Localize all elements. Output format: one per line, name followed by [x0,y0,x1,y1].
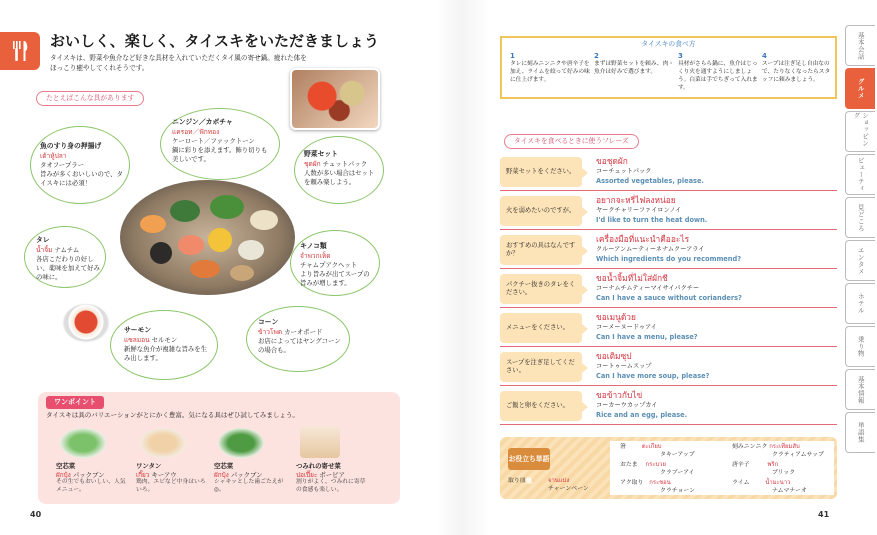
phrase-4-jp: パクチー抜きのタレをください。 [500,274,582,304]
phrase-7-en: Rice and an egg, please. [596,411,688,419]
mushroom-desc: より旨みが出てスープの旨みが増します。 [300,269,370,287]
bubble-fish-text [40,142,124,188]
phrase-5-thai: ขอเมนูด้วย [596,312,636,322]
salmon-head: サーモン [124,326,152,334]
item-4-thai: ปอเปี๊ยะ [296,470,318,479]
page-title: おいしく、楽しく、タイスキをいただきましょう [50,32,379,50]
page-number-left: 40 [30,510,42,519]
tab-basic-info[interactable]: 基本情報 [845,369,875,410]
mushroom-head: キノコ類 [300,242,327,250]
carrot-desc: 鍋に彩りを添えます。飾り切りも美しいです。 [172,145,268,163]
book-spine [435,0,490,535]
item-2-thai: เกี๊ยว [136,470,150,479]
hotpot-image [120,180,295,295]
vocab-5-thai: พริก [767,462,779,468]
phrase-row-2 [500,194,837,230]
eat-step-3-text: 具材がさらら鍋に、魚介はじっくり火を通すようにしましょう。白菜は手でちぎって入れます。 [678,61,758,91]
bubble-corn-text [258,318,346,355]
phrase-section-label: タイスキを食べるときに使うフレーズ [504,134,639,149]
item-3-thai: ผักบุ้ง [214,470,229,479]
phrase-row-6 [500,350,837,386]
eat-step-2-text: まずは野菜セットを頼み、肉・魚介は好みで選びます。 [594,61,674,76]
tab-gourmet[interactable]: グルメ [845,68,875,109]
phrase-1-kana: コーチュットパック [596,168,652,175]
phrase-7-jp: ご飯と卵をください。 [500,391,582,421]
item-1-kana: パックブン [72,470,105,479]
tab-glossary[interactable]: 単語集 [845,412,875,453]
salmon-desc: 新鮮な魚介が複雑な旨みを生み出します。 [124,344,208,362]
tab-beauty[interactable]: ビューティ [845,154,875,195]
vocab-left-kana: チャーンベーン [548,485,589,492]
tab-transport[interactable]: 乗り物 [845,326,875,367]
item-image-2 [140,428,186,458]
eat-step-1-text: タレに刻みニンニクや唐辛子を加え、ライムを絞って好みの味に仕上げます。 [510,61,590,83]
gourmet-badge [0,32,40,70]
phrase-2-kana: ヤークチャリーファイロンノイ [596,207,682,214]
tab-basic-conversation[interactable]: 基本会話 [845,25,875,66]
item-3-desc: シャキッとした歯ごたえが◎。 [214,479,284,494]
carrot-thai: แครอท／ฟักทอง [172,127,220,136]
vegset-desc: 人数が多い場合はセットを頼み楽しよう。 [304,168,375,186]
onepoint-item-4 [296,462,368,495]
vocab-cell-5 [732,462,836,477]
intro-text: タイスキは、野菜や魚介など好きな具材を入れていただくタイ風の寄せ鍋。疲れた体をほっこり癒やしてくれそうです。 [50,54,307,72]
vocab-cell-6 [732,480,836,495]
corn-thai: ข้าวโพด [258,327,283,336]
vocab-5-jp: 唐辛子 [732,462,750,468]
bubble-salmon-text [124,326,212,363]
fish-desc: 旨みが多くおいしいので、タイスキには必須！ [40,169,123,187]
item-2-kana: キーアウ [151,470,177,479]
corn-desc: お店によってはヤングコーンの場合も。 [258,336,341,354]
vocab-cell-2 [620,462,720,477]
vocab-5-kana: プリック [772,469,796,476]
mushroom-kana: チャムプアクヘット [300,260,358,269]
vocab-1-jp: 箸 [620,444,626,450]
item-image-1 [60,428,106,458]
vocab-6-jp: ライム [732,480,750,486]
vocab-1-thai: ตะเกียบ [641,444,662,450]
how-to-eat-title: タイスキの食べ方 [641,40,696,48]
vocab-3-thai: กระชอน [649,480,671,486]
phrase-2-jp: 火を弱めたいのですが。 [500,196,582,226]
phrase-row-7 [500,389,837,425]
vocab-4-kana: クラティアムサップ [772,451,824,458]
bubble-vegset-text [304,150,378,187]
vocab-3-kana: クラチョーン [660,487,696,494]
vocab-1-kana: タキーアップ [660,451,695,458]
vocab-6-thai: น้ำมะนาว [765,480,791,486]
phrase-7-thai: ขอข้าวกับไข่ [596,390,643,400]
phrase-5-jp: メニューをください。 [500,313,582,343]
carrot-head: ニンジン／カボチャ [172,118,233,126]
vocab-6-kana: ナムマナーオ [772,487,807,494]
onepoint-item-1 [56,462,128,495]
eat-step-3-num: 3 [678,52,683,60]
phrase-3-thai: เครื่องมือที่แนะนำคืออะไร [596,234,690,244]
phrase-3-jp: おすすめの具はなんですか？ [500,235,582,265]
phrase-2-en: I'd like to turn the heat down. [596,216,708,224]
eat-step-2-num: 2 [594,52,599,60]
item-1-desc: その生でもおいしい、人気メニュー。 [56,479,126,494]
page-number-right: 41 [818,510,830,519]
bubble-mushroom-text [300,242,374,288]
phrase-row-3 [500,233,837,269]
item-4-desc: 割りがよく、つみれに寄草の食感も楽しい。 [296,479,366,494]
phrase-3-kana: クルーアンムーティーネナムクーアライ [596,246,705,253]
sauce-kana: ナムチム [54,245,80,254]
phrase-4-kana: コーナムチムティーマイサイパクチー [596,285,700,292]
vocab-cell-3 [620,480,720,495]
corn-kana: カーオポード [284,327,323,336]
onepoint-item-3 [214,462,286,495]
sauce-dish-image [64,304,108,340]
fish-kana: タオフープラー [40,160,85,169]
bubble-carrot-text [172,118,272,164]
phrase-6-en: Can I have more soup, please? [596,372,710,380]
vegset-thai: ชุดผัก [304,159,321,168]
phrase-1-thai: ขอชุดผัก [596,156,628,166]
vocab-cell-4 [732,444,836,459]
fork-knife-icon [10,39,30,63]
phrase-row-5 [500,311,837,347]
fish-head: 魚のすり身の押揚げ [40,142,102,150]
vocab-3-jp: アク取り [620,480,644,486]
phrase-5-kana: コーメーヌードゥアイ [596,324,657,331]
item-4-jp: つみれの寄せ菜 [296,462,341,470]
vocab-2-kana: クラブーアイ [660,469,695,476]
tab-hotel[interactable]: ホテル [845,283,875,324]
carrot-kana: ケーロート／ファックトーン [172,136,255,145]
vocab-left [508,478,526,486]
sauce-thai: น้ำจิ้ม [36,245,53,254]
vocab-2-thai: กระบวย [645,462,666,468]
left-page [0,0,435,535]
item-1-jp: 空芯菜 [56,462,76,470]
vocab-heading: お役立ち単語集 [508,448,550,470]
phrase-2-thai: อยากจะหรี่ไฟลงหน่อย [596,195,676,205]
item-4-kana: ポーピア [319,470,345,479]
vocab-cell-1 [620,444,720,459]
item-image-3 [218,428,264,458]
phrase-1-en: Assorted vegetables, please. [596,177,704,185]
salmon-thai: แซลมอน [124,335,150,344]
item-image-4 [300,426,340,458]
eat-step-4-text: スープは注ぎ足し自由なので、たりなくなったらスタッフに頼みましょう。 [762,61,831,83]
tab-entertainment[interactable]: エンタメ [845,240,875,281]
phrase-1-jp: 野菜セットをください。 [500,157,582,187]
salmon-kana: セルモン [151,335,178,344]
sauce-head: タレ [36,236,50,244]
phrase-6-thai: ขอเติมซุป [596,351,632,361]
vocab-left-thai: จานแบ่ง [548,478,570,484]
item-3-kana: パックブン [230,470,263,479]
thaisuki-photo [290,68,380,130]
eat-step-4 [762,52,834,85]
phrase-4-thai: ขอน้ำจิ้มที่ไม่ใส่ผักชี [596,273,668,283]
vocab-left-thai-cell [548,478,589,493]
onepoint-badge: ワンポイント [46,396,104,409]
tab-sights[interactable]: 見どころ [845,197,875,238]
vegset-head: 野菜セット [304,150,338,158]
eat-step-2 [594,52,674,77]
phrase-7-kana: コーカーウカップカイ [596,402,658,409]
fish-thai: เต้าหู้ปลา [40,151,67,160]
onepoint-item-2 [136,462,208,495]
mushroom-thai: จำพวกเห็ด [300,251,331,260]
phrase-3-en: Which ingredients do you recommend? [596,255,742,263]
onepoint-lead: タイスキは具のバリエーションがとにかく豊富。気になる具はぜひ試してみましょう。 [46,411,299,419]
phrase-row-4 [500,272,837,308]
vegset-kana: チュットパック [322,159,368,168]
eat-step-1 [510,52,590,85]
eat-step-1-num: 1 [510,52,515,60]
vocab-4-thai: กระเทียมสับ [769,444,800,450]
item-3-jp: 空芯菜 [214,462,234,470]
phrase-6-jp: スープを注ぎ足してください。 [500,352,582,382]
how-to-eat-box [500,36,837,99]
vocab-2-jp: おたま [620,462,638,468]
item-1-thai: ผักบุ้ง [56,470,71,479]
phrase-row-1 [500,155,837,191]
sauce-desc: 各店こだわりの好しい、薬味を加えて好みの味に。 [36,254,100,281]
corn-head: コーン [258,318,279,326]
tab-shopping[interactable]: ショッピング [845,111,875,152]
section-label: たとえばこんな具があります [36,91,144,106]
phrase-5-en: Can I have a menu, please? [596,333,698,341]
vocab-4-jp: 刻みニンニク [732,444,768,450]
phrase-4-en: Can I have a sauce without corianders? [596,294,742,302]
eat-step-4-num: 4 [762,52,767,60]
phrase-6-kana: コートゥームスップ [596,363,652,370]
item-2-desc: 鶏肉、エビなど中身はいろいろ。 [136,479,206,494]
eat-step-3 [678,52,758,92]
vocab-left-jp: 取り皿 [508,478,526,484]
item-2-jp: ワンタン [136,462,162,470]
bubble-sauce-text [36,236,102,282]
